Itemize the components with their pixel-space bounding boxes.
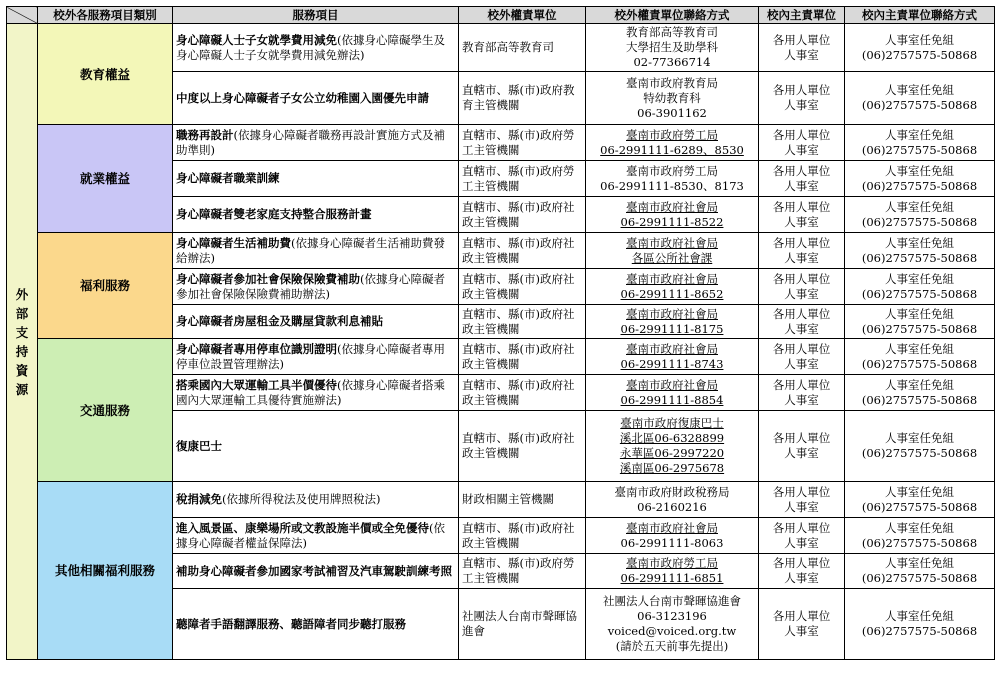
resource-table bbox=[6, 6, 995, 660]
inner-unit: 各用人單位 人事室 bbox=[759, 339, 845, 375]
inner-unit: 各用人單位 人事室 bbox=[759, 518, 845, 554]
outer-contact: 臺南市政府勞工局 06-2991111-8530、8173 bbox=[586, 161, 759, 197]
inner-unit: 各用人單位 人事室 bbox=[759, 72, 845, 125]
table-row bbox=[7, 339, 995, 375]
outer-contact: 教育部高等教育司 大學招生及助學科 02-77366714 bbox=[586, 24, 759, 72]
inner-unit: 各用人單位 人事室 bbox=[759, 161, 845, 197]
inner-contact: 人事室任免組 (06)2757575-50868 bbox=[845, 589, 995, 660]
service-item: 身心障礙者職業訓練 bbox=[173, 161, 459, 197]
outer-contact: 臺南市政府社會局 06-2991111-8743 bbox=[586, 339, 759, 375]
inner-contact: 人事室任免組 (06)2757575-50868 bbox=[845, 339, 995, 375]
outer-unit: 直轄市、縣(市)政府社政主管機關 bbox=[459, 233, 586, 269]
header-inner-contact: 校內主責單位聯絡方式 bbox=[845, 7, 995, 24]
outer-contact: 臺南市政府社會局 06-2991111-8522 bbox=[586, 197, 759, 233]
inner-unit: 各用人單位 人事室 bbox=[759, 24, 845, 72]
outer-unit: 社團法人台南市聲暉協進會 bbox=[459, 589, 586, 660]
service-item: 補助身心障礙者參加國家考試補習及汽車駕駛訓練考照 bbox=[173, 554, 459, 589]
outer-unit: 教育部高等教育司 bbox=[459, 24, 586, 72]
outer-unit: 直轄市、縣(市)政府勞工主管機關 bbox=[459, 554, 586, 589]
service-item: 搭乘國內大眾運輸工具半價優待(依據身心障礙者搭乘國內大眾運輸工具優待實施辦法) bbox=[173, 375, 459, 411]
service-item: 身心障礙人士子女就學費用減免(依據身心障礙學生及身心障礙人士子女就學費用減免辦法) bbox=[173, 24, 459, 72]
outer-unit: 直轄市、縣(市)政府社政主管機關 bbox=[459, 518, 586, 554]
service-item: 復康巴士 bbox=[173, 411, 459, 482]
inner-contact: 人事室任免組 (06)2757575-50868 bbox=[845, 72, 995, 125]
service-item: 身心障礙者專用停車位識別證明(依據身心障礙者專用停車位設置管理辦法) bbox=[173, 339, 459, 375]
inner-unit: 各用人單位 人事室 bbox=[759, 305, 845, 339]
inner-contact: 人事室任免組 (06)2757575-50868 bbox=[845, 375, 995, 411]
inner-contact: 人事室任免組 (06)2757575-50868 bbox=[845, 197, 995, 233]
outer-unit: 直轄市、縣(市)政府教育主管機關 bbox=[459, 72, 586, 125]
inner-contact: 人事室任免組 (06)2757575-50868 bbox=[845, 24, 995, 72]
outer-contact: 臺南市政府財政稅務局 06-2160216 bbox=[586, 482, 759, 518]
outer-unit: 直轄市、縣(市)政府社政主管機關 bbox=[459, 269, 586, 305]
outer-contact: 社團法人台南市聲暉協進會 06-3123196 voiced@voiced.org.tw (請於五天前事先提出) bbox=[586, 589, 759, 660]
inner-contact: 人事室任免組 (06)2757575-50868 bbox=[845, 233, 995, 269]
service-item: 稅捐減免(依據所得稅法及使用牌照稅法) bbox=[173, 482, 459, 518]
service-item: 身心障礙者房屋租金及購屋貸款利息補貼 bbox=[173, 305, 459, 339]
service-item: 中度以上身心障礙者子女公立幼稚園入園優先申請 bbox=[173, 72, 459, 125]
side-label: 外 部 支 持 資 源 bbox=[7, 24, 38, 660]
service-item: 身心障礙者參加社會保險保險費補助(依據身心障礙者參加社會保險保險費補助辦法) bbox=[173, 269, 459, 305]
inner-contact: 人事室任免組 (06)2757575-50868 bbox=[845, 269, 995, 305]
inner-unit: 各用人單位 人事室 bbox=[759, 375, 845, 411]
outer-contact: 臺南市政府社會局 06-2991111-8854 bbox=[586, 375, 759, 411]
table-row bbox=[7, 125, 995, 161]
outer-contact: 臺南市政府社會局 06-2991111-8063 bbox=[586, 518, 759, 554]
category-education: 教育權益 bbox=[38, 24, 173, 125]
category-employment: 就業權益 bbox=[38, 125, 173, 233]
table-row bbox=[7, 233, 995, 269]
outer-unit: 直轄市、縣(市)政府社政主管機關 bbox=[459, 339, 586, 375]
outer-unit: 直轄市、縣(市)政府勞工主管機關 bbox=[459, 161, 586, 197]
outer-contact: 臺南市政府復康巴士 溪北區06-6328899 永華區06-2997220 溪南區06-2975678 bbox=[586, 411, 759, 482]
inner-unit: 各用人單位 人事室 bbox=[759, 269, 845, 305]
inner-unit: 各用人單位 人事室 bbox=[759, 589, 845, 660]
inner-unit: 各用人單位 人事室 bbox=[759, 482, 845, 518]
service-item: 進入風景區、康樂場所或文教設施半價或全免優待(依據身心障礙者權益保障法) bbox=[173, 518, 459, 554]
header-service: 服務項目 bbox=[173, 7, 459, 24]
header-outer-contact: 校外權責單位聯絡方式 bbox=[586, 7, 759, 24]
outer-unit: 直轄市、縣(市)政府社政主管機關 bbox=[459, 375, 586, 411]
outer-unit: 直轄市、縣(市)政府社政主管機關 bbox=[459, 411, 586, 482]
inner-unit: 各用人單位 人事室 bbox=[759, 554, 845, 589]
outer-unit: 直轄市、縣(市)政府社政主管機關 bbox=[459, 197, 586, 233]
inner-unit: 各用人單位 人事室 bbox=[759, 197, 845, 233]
inner-contact: 人事室任免組 (06)2757575-50868 bbox=[845, 554, 995, 589]
outer-contact: 臺南市政府社會局 各區公所社會課 bbox=[586, 233, 759, 269]
service-item: 職務再設計(依據身心障礙者職務再設計實施方式及補助準則) bbox=[173, 125, 459, 161]
table-row bbox=[7, 482, 995, 518]
outer-unit: 直轄市、縣(市)政府勞工主管機關 bbox=[459, 125, 586, 161]
header-category: 校外各服務項目類別 bbox=[38, 7, 173, 24]
outer-contact: 臺南市政府社會局 06-2991111-8652 bbox=[586, 269, 759, 305]
inner-unit: 各用人單位 人事室 bbox=[759, 233, 845, 269]
inner-contact: 人事室任免組 (06)2757575-50868 bbox=[845, 125, 995, 161]
inner-contact: 人事室任免組 (06)2757575-50868 bbox=[845, 305, 995, 339]
inner-unit: 各用人單位 人事室 bbox=[759, 411, 845, 482]
table-row bbox=[7, 24, 995, 72]
service-item: 身心障礙者生活補助費(依據身心障礙者生活補助費發給辦法) bbox=[173, 233, 459, 269]
category-transport: 交通服務 bbox=[38, 339, 173, 482]
category-welfare: 福利服務 bbox=[38, 233, 173, 339]
header-row bbox=[7, 7, 995, 24]
outer-contact: 臺南市政府社會局 06-2991111-8175 bbox=[586, 305, 759, 339]
inner-contact: 人事室任免組 (06)2757575-50868 bbox=[845, 482, 995, 518]
header-inner-unit: 校內主責單位 bbox=[759, 7, 845, 24]
header-outer-unit: 校外權責單位 bbox=[459, 7, 586, 24]
outer-contact: 臺南市政府勞工局 06-2991111-6289、8530 bbox=[586, 125, 759, 161]
header-corner bbox=[7, 7, 38, 24]
service-item: 身心障礙者雙老家庭支持整合服務計畫 bbox=[173, 197, 459, 233]
outer-contact: 臺南市政府勞工局 06-2991111-6851 bbox=[586, 554, 759, 589]
inner-unit: 各用人單位 人事室 bbox=[759, 125, 845, 161]
service-item: 聽障者手語翻譯服務、聽語障者同步聽打服務 bbox=[173, 589, 459, 660]
inner-contact: 人事室任免組 (06)2757575-50868 bbox=[845, 411, 995, 482]
outer-unit: 財政相關主管機關 bbox=[459, 482, 586, 518]
outer-unit: 直轄市、縣(市)政府社政主管機關 bbox=[459, 305, 586, 339]
outer-contact: 臺南市政府教育局 特幼教育科 06-3901162 bbox=[586, 72, 759, 125]
inner-contact: 人事室任免組 (06)2757575-50868 bbox=[845, 518, 995, 554]
category-other: 其他相關福利服務 bbox=[38, 482, 173, 660]
inner-contact: 人事室任免組 (06)2757575-50868 bbox=[845, 161, 995, 197]
